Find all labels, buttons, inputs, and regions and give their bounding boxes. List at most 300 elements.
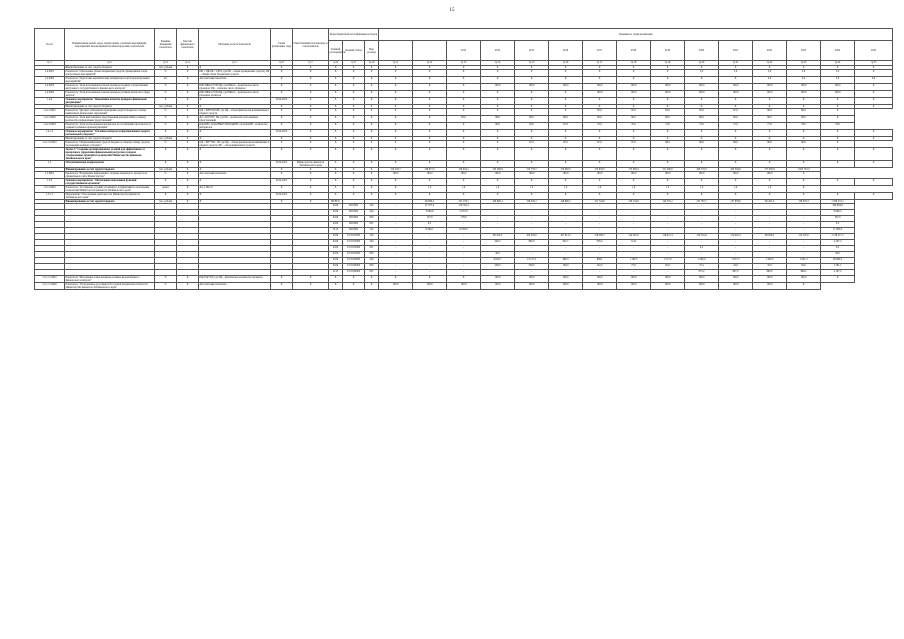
table-cell: X [481, 91, 515, 98]
table-cell: 0021600 [343, 216, 365, 222]
table-cell: 0106 [329, 234, 343, 240]
column-index-cell: гр.19 [651, 61, 685, 66]
table-cell: 0106 [329, 222, 343, 228]
table-cell: X [379, 179, 413, 186]
table-cell: X [821, 276, 855, 283]
table-cell: 120 [365, 234, 379, 240]
table-cell: 100,0 [549, 84, 583, 91]
table-cell: X [549, 109, 583, 116]
table-cell: X [293, 70, 329, 77]
table-cell: 112 902,4 [719, 234, 753, 240]
table-cell: X [365, 168, 379, 172]
table-cell: X [379, 116, 413, 123]
table-cell: 67,0 [549, 123, 583, 130]
table-cell: X [293, 186, 329, 193]
table-cell: X [753, 161, 787, 168]
table-cell: - [515, 210, 549, 216]
table-cell: X [855, 161, 893, 168]
table-cell: 1.5.1.1 [35, 193, 65, 200]
table-cell: X [651, 77, 685, 84]
table-cell: Показатель "Размещение информации о порядке бюджетного процесса на официальном сайте Министерства" [65, 172, 155, 179]
table-cell: X [685, 148, 719, 161]
column-index-cell: гр.10 [365, 61, 379, 66]
table-cell: 0171819000 [343, 258, 365, 264]
table-cell: - [617, 222, 651, 228]
table-cell: 166 725,3 [685, 168, 719, 172]
table-row [35, 84, 893, 91]
table-cell: КДАПН = КДАПНвп*100/КДАПН, где КДАПН – количество материалов [199, 123, 271, 130]
table-cell: - [583, 270, 617, 276]
table-cell: 85,0 [447, 116, 481, 123]
table-cell: X [583, 98, 617, 105]
column-index-cell: гр.18 [617, 61, 651, 66]
table-cell: 88,0 [651, 141, 685, 148]
table-cell: 99 066,2 [413, 200, 447, 204]
table-cell: X [379, 91, 413, 98]
table-cell: 1,0 [651, 186, 685, 193]
table-cell: X [413, 84, 447, 91]
table-cell: - [719, 252, 753, 258]
table-cell: - [447, 258, 481, 264]
table-cell: Показатель "Доля исполненных планов проверок в рамках контроля в сфере закупок" [65, 91, 155, 98]
header-year: 2016 [549, 41, 583, 61]
table-cell: - [617, 246, 651, 252]
table-cell: X [177, 137, 199, 141]
table-cell: 89,0 [787, 109, 821, 116]
table-cell: X [329, 123, 343, 130]
table-cell: X [365, 70, 379, 77]
table-cell: - [753, 210, 787, 216]
table-cell: X [719, 98, 753, 105]
table-cell: - [651, 210, 685, 216]
table-cell: 110 761,6 [685, 234, 719, 240]
table-cell: X [753, 66, 787, 70]
table-cell: 90,0 [719, 116, 753, 123]
column-index-cell: гр.23 [787, 61, 821, 66]
table-cell: 1.4.1.01002 [35, 116, 65, 123]
table-cell: - [719, 246, 753, 252]
table-cell: X [481, 105, 515, 109]
table-cell: - [379, 258, 413, 264]
header-kbk: Коды бюджетной классификации расходов [329, 29, 379, 41]
table-cell: X [271, 70, 293, 77]
table-cell: - [651, 204, 685, 210]
table-row [35, 116, 893, 123]
table-cell: X [481, 77, 515, 84]
table-cell: X [177, 193, 199, 200]
table-cell: 1,0 [413, 186, 447, 193]
table-cell: X [855, 84, 893, 91]
table-cell: X [379, 105, 413, 109]
table-cell: 120 [365, 204, 379, 210]
table-cell: X [199, 168, 271, 172]
table-cell: X [855, 130, 893, 137]
column-index-cell: гр.20 [685, 61, 719, 66]
table-cell: X [271, 141, 293, 148]
table-cell: 100,0 [583, 91, 617, 98]
table-cell: X [293, 200, 329, 204]
table-cell: ВСЕГО [329, 200, 343, 204]
table-cell: 152,0 [583, 264, 617, 270]
table-cell: X [413, 77, 447, 84]
column-index-cell: гр.21 [719, 61, 753, 66]
table-cell: X [293, 148, 329, 161]
table-cell: 175 683,4 [617, 168, 651, 172]
table-cell: X [293, 193, 329, 200]
table-cell: X [199, 148, 271, 161]
table-cell: тыс. рублей [155, 168, 177, 172]
column-index-cell: гр.24 [821, 61, 855, 66]
table-cell: 976,0 [583, 240, 617, 246]
table-cell: X [293, 130, 329, 137]
table-cell: X [413, 123, 447, 130]
table-cell: X [787, 283, 821, 290]
table-cell: X [177, 98, 199, 105]
column-index-cell: гр.4 [177, 61, 199, 66]
table-cell: X [329, 193, 343, 200]
table-cell: - [583, 246, 617, 252]
table-cell: 1 621,4 [787, 258, 821, 264]
table-cell: X [365, 98, 379, 105]
table-cell: 90,0 [651, 116, 685, 123]
table-cell: 2014-2025 [271, 179, 293, 186]
table-cell: - [583, 204, 617, 210]
table-cell: - [787, 252, 821, 258]
table-cell: X [343, 109, 365, 116]
table-cell: 136 677,2 [413, 168, 447, 172]
table-cell: X [447, 276, 481, 283]
table-cell: 1 400,0 [685, 258, 719, 264]
table-cell: X [617, 148, 651, 161]
table-cell: 100,0 [617, 276, 651, 283]
table-cell: 77,0 [753, 123, 787, 130]
table-cell: Пф = ФН*100/ОН, где Пф – объем фактически возмещенных в бюджет средств [199, 109, 269, 115]
table-cell: 831 [365, 222, 379, 228]
table-row [35, 276, 893, 283]
table-cell: X [549, 98, 583, 105]
table-cell: 100,0 [753, 172, 787, 179]
table-cell: 1.4.1.01003 [35, 123, 65, 130]
table-cell: X [515, 91, 549, 98]
table-cell: 0106 [329, 246, 343, 252]
table-cell: X [177, 179, 199, 186]
table-cell: X [293, 137, 329, 141]
table-cell: X [413, 116, 447, 123]
header-responsible: Ответственный исполнитель и соисполнитель [293, 29, 329, 61]
table-cell: 0106 [329, 240, 343, 246]
table-cell: 9 990,3 [821, 210, 855, 216]
table-cell: - [379, 264, 413, 270]
table-cell: X [413, 105, 447, 109]
table-cell: 87,0 [719, 109, 753, 116]
table-cell: X [685, 161, 719, 168]
table-cell: X [293, 77, 329, 84]
table-cell: X [293, 283, 329, 290]
table-cell: 800,0 [515, 240, 549, 246]
table-cell: X [177, 283, 199, 290]
table-cell: X [855, 137, 893, 141]
table-cell: X [447, 66, 481, 70]
table-cell: X [343, 66, 365, 70]
table-cell: 85,0 [617, 109, 651, 116]
table-cell: X [329, 98, 343, 105]
table-cell: 131 178,1 [447, 200, 481, 204]
table-cell: Задача 5 "Создание организационных условий для эффективного и прозрачного управления финансовыми ресурсами в рамках установленных функций и полномочий Министерства финансов Забайкальского края" [65, 148, 155, 161]
table-cell: 5,0 [685, 70, 719, 77]
table-cell: - [413, 264, 447, 270]
table-cell: 137 659,6 [719, 200, 753, 204]
table-cell: - [515, 270, 549, 276]
table-cell: X [753, 193, 787, 200]
table-cell: X [293, 84, 329, 91]
table-cell: X [821, 109, 855, 116]
table-cell: X [379, 84, 413, 91]
table-cell: - [719, 222, 753, 228]
table-cell: X [293, 98, 329, 105]
table-cell: - [413, 240, 447, 246]
table-cell: - [447, 240, 481, 246]
table-cell: 0171815000 [343, 234, 365, 240]
table-cell: X [549, 77, 583, 84]
table-cell: 80,0 [481, 123, 515, 130]
table-cell: 0,2 [685, 246, 719, 252]
table-row [35, 91, 893, 98]
table-cell: X [365, 84, 379, 91]
table-cell: - [549, 204, 583, 210]
table-cell: X [177, 116, 199, 123]
table-cell: X [177, 172, 199, 179]
table-cell: X [177, 161, 199, 168]
table-cell: X [413, 66, 447, 70]
table-cell: 1.4.6 [35, 98, 65, 105]
header-values: Значения по годам реализации [379, 29, 893, 41]
table-cell: X [329, 186, 343, 193]
table-cell: X [177, 91, 199, 98]
table-cell: X [515, 77, 549, 84]
table-cell: X [651, 161, 685, 168]
table-cell: X [515, 105, 549, 109]
table-cell: X [515, 148, 549, 161]
table-cell: 960,0 [753, 270, 787, 276]
table-cell: 30,0 [481, 252, 515, 258]
table-cell: 2014-2025 [271, 161, 293, 168]
table-cell: X [343, 84, 365, 91]
table-cell: X [685, 66, 719, 70]
table-cell: Обеспечивающая подпрограмма [65, 161, 155, 168]
table-cell: - [481, 228, 515, 234]
table-cell: 125 476,7 [379, 168, 413, 172]
table-cell: - [549, 210, 583, 216]
table-cell: X [651, 130, 685, 137]
table-cell: 157,8 [413, 216, 447, 222]
table-cell: X [651, 70, 685, 77]
table-cell: - [447, 270, 481, 276]
table-cell: - [753, 240, 787, 246]
table-cell: X [821, 66, 855, 70]
table-cell: X [447, 84, 481, 91]
table-cell: X [549, 66, 583, 70]
table-cell: - [549, 252, 583, 258]
table-cell: 1,0 [685, 186, 719, 193]
table-cell: X [651, 179, 685, 186]
table-cell: 70,0 [583, 123, 617, 130]
table-cell: - [617, 210, 651, 216]
table-cell: 199 694,6 [821, 204, 855, 210]
table-cell: - [787, 204, 821, 210]
table-cell: X [329, 84, 343, 91]
table-cell: 100,0 [753, 283, 787, 290]
table-cell: % [155, 172, 177, 179]
table-cell: X [821, 148, 855, 161]
table-cell: 88,0 [481, 116, 515, 123]
table-cell: 1,0 [481, 186, 515, 193]
table-cell: 4,0 [787, 77, 821, 84]
table-cell: - [549, 222, 583, 228]
table-cell: 850 [365, 216, 379, 222]
table-cell: X [549, 179, 583, 186]
table-cell: X [155, 161, 177, 168]
table-cell: X [379, 141, 413, 148]
table-cell: X [293, 141, 329, 148]
table-cell: 75,0 [719, 123, 753, 130]
table-cell: 126 944,1 [447, 168, 481, 172]
table-row [35, 179, 893, 186]
table-cell: X [549, 193, 583, 200]
table-cell: 1,0 [719, 186, 753, 193]
table-row [35, 77, 893, 84]
table-cell: 90,0 [549, 116, 583, 123]
table-cell: X [329, 148, 343, 161]
table-cell: X [271, 105, 293, 109]
table-cell: X [365, 91, 379, 98]
table-cell: X [481, 70, 515, 77]
table-cell: - [379, 228, 413, 234]
table-body [35, 66, 893, 290]
table-cell: X [549, 105, 583, 109]
table-cell: Основное мероприятие "Повышение качества проверок финансовой дисциплины" [65, 98, 155, 105]
table-cell: 98 650,0 [753, 234, 787, 240]
table-cell: 143 560,9 [481, 168, 515, 172]
table-cell: X [719, 130, 753, 137]
table-cell: - [719, 210, 753, 216]
table-cell: X [293, 116, 329, 123]
table-cell: Показатель "Достижение условий устойчивого и эффективного исполнения полномочий Министерства финансов Забайкальского края" [65, 186, 155, 193]
program-indicators-table [34, 28, 893, 290]
table-cell: X [271, 200, 293, 204]
table-cell: X [481, 141, 515, 148]
table-cell: 89,0 [719, 141, 753, 148]
table-cell: X [583, 105, 617, 109]
table-cell: 100,0 [617, 91, 651, 98]
header-name: Наименование целей, задач, подпрограмм, основных мероприятий, мероприятий, ведомственных целевых программ, показателей [65, 29, 155, 61]
table-cell: Показатель "Отклонение объема бюджетных средств, проверенных в ходе контрольных мероприятий" [65, 70, 155, 77]
table-cell: 0171815000 [343, 240, 365, 246]
table-cell: X [413, 161, 447, 168]
table-cell: X [343, 77, 365, 84]
table-cell: 114 397,0 [617, 234, 651, 240]
table-cell: X [329, 172, 343, 179]
table-cell: X [481, 137, 515, 141]
table-cell: X [365, 186, 379, 193]
table-cell: 100,0 [685, 276, 719, 283]
table-cell: X [365, 283, 379, 290]
table-cell: 85,0 [685, 109, 719, 116]
table-cell: - [413, 234, 447, 240]
table-cell: - [685, 222, 719, 228]
table-cell: X [271, 77, 293, 84]
table-cell: X [379, 109, 413, 116]
table-cell: - [583, 210, 617, 216]
table-cell: 0106 [329, 252, 343, 258]
table-cell: - [549, 216, 583, 222]
table-cell: X [177, 70, 199, 77]
table-cell: 100,0 [651, 91, 685, 98]
table-cell: X [329, 283, 343, 290]
table-row [35, 70, 893, 77]
table-cell: X [343, 141, 365, 148]
table-cell: X [651, 148, 685, 161]
table-cell: X [719, 137, 753, 141]
table-cell: 151 590,0 [651, 168, 685, 172]
table-cell: 1.5.1.1.01001 [35, 276, 65, 283]
table-cell: - [753, 246, 787, 252]
table-cell: - [515, 222, 549, 228]
header-year: 2021 [719, 41, 753, 61]
table-cell: X [343, 98, 365, 105]
table-cell: X [293, 172, 329, 179]
table-cell: 2014-2025 [271, 98, 293, 105]
table-cell: - [481, 204, 515, 210]
table-cell: 244 [365, 240, 379, 246]
table-cell: 1.5.6 [35, 179, 65, 186]
table-cell: X [365, 148, 379, 161]
table-cell: % [155, 91, 177, 98]
table-cell: Финансирование за счет средств бюджета [65, 66, 155, 70]
table-cell: тыс. рублей [155, 200, 177, 204]
table-row [35, 283, 893, 290]
table-row [35, 109, 893, 116]
table-cell: X [155, 148, 177, 161]
table-cell: Да=1 Нет=0 [199, 186, 271, 193]
table-row [35, 130, 893, 137]
table-cell: X [413, 109, 447, 116]
table-cell: X [379, 70, 413, 77]
table-cell: 831 [365, 246, 379, 252]
table-cell: X [329, 77, 343, 84]
table-cell: - [481, 222, 515, 228]
table-cell: - [379, 204, 413, 210]
table-cell: - [379, 240, 413, 246]
table-cell: X [271, 283, 293, 290]
table-cell: X [293, 168, 329, 172]
table-cell: - [481, 270, 515, 276]
table-cell: X [199, 137, 271, 141]
table-cell: X [855, 193, 893, 200]
table-cell: 100,0 [685, 283, 719, 290]
table-cell: - [583, 222, 617, 228]
table-cell: 100,0 [515, 283, 549, 290]
table-cell: ПК = ПБ/ОБ × 100%, где ПБ – объем проверенных средств; ОБ – общий объем бюджетных средств [199, 70, 270, 76]
table-cell: X [447, 141, 481, 148]
table-cell: X [343, 123, 365, 130]
table-cell: X [271, 186, 293, 193]
table-cell: X [177, 123, 199, 130]
table-cell: X [481, 161, 515, 168]
table-cell: X [379, 161, 413, 168]
table-cell: 5,0 [719, 70, 753, 77]
header-years: Сроки реализации, годы [271, 29, 293, 61]
table-cell: 100,0 [753, 91, 787, 98]
